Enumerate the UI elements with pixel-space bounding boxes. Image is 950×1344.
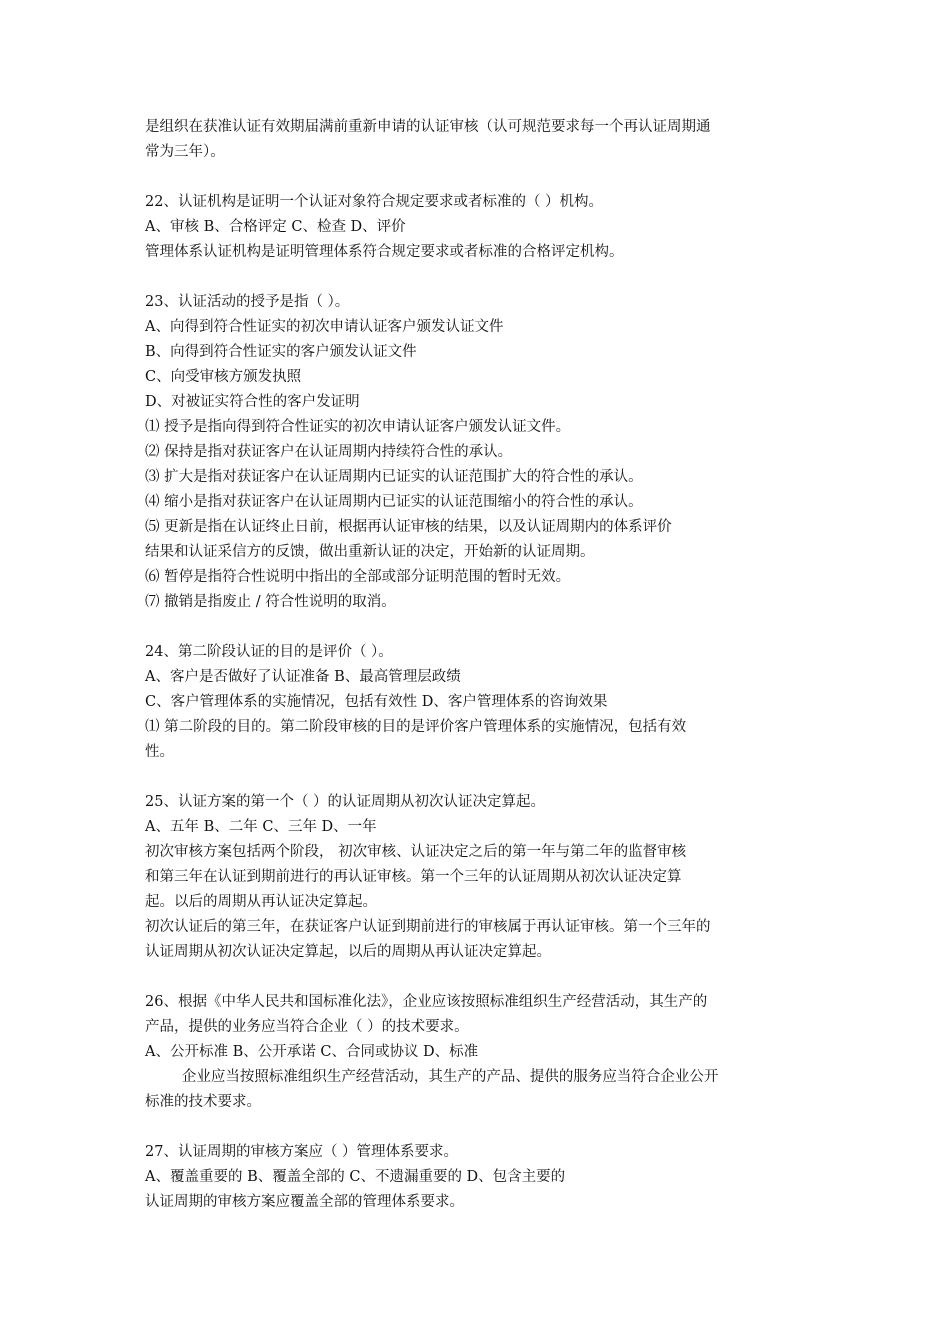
option-23-c: C、向受审核方颁发执照 [145,369,302,385]
options-24-ab: A、客户是否做好了认证准备 B、最高管理层政绩 [145,669,461,685]
option-23-d: D、对被证实符合性的客户发证明 [145,394,360,410]
question-25: 25、认证方案的第一个（ ）的认证周期从初次认证决定算起。 [145,794,546,810]
explanation-23-3: ⑶ 扩大是指对获证客户在认证周期内已证实的认证范围扩大的符合性的承认。 [145,469,643,485]
text-line: 是组织在获准认证有效期届满前重新申请的认证审核（认可规范要求每一个再认证周期通 [145,119,711,135]
question-27: 27、认证周期的审核方案应（ ）管理体系要求。 [145,1144,459,1160]
options-27: A、覆盖重要的 B、覆盖全部的 C、不遗漏重要的 D、包含主要的 [145,1169,566,1185]
question-23: 23、认证活动的授予是指（ ）。 [145,294,350,310]
options-24-cd: C、客户管理体系的实施情况，包括有效性 D、客户管理体系的咨询效果 [145,694,608,710]
question-26-cont: 产品，提供的业务应当符合企业（ ）的技术要求。 [145,1019,469,1035]
explanation-25-1: 初次审核方案包括两个阶段， 初次审核、认证决定之后的第一年与第二年的监督审核 [145,844,687,860]
explanation-22: 管理体系认证机构是证明管理体系符合规定要求或者标准的合格评定机构。 [145,244,624,260]
question-22: 22、认证机构是证明一个认证对象符合规定要求或者标准的（ ）机构。 [145,194,604,210]
explanation-25-5: 认证周期从初次认证决定算起，以后的周期从再认证决定算起。 [145,944,551,960]
explanation-27: 认证周期的审核方案应覆盖全部的管理体系要求。 [145,1194,464,1210]
options-22: A、审核 B、合格评定 C、检查 D、评价 [145,219,406,235]
explanation-25-3: 起。以后的周期从再认证决定算起。 [145,894,377,910]
options-26: A、公开标准 B、公开承诺 C、合同或协议 D、标准 [145,1044,479,1060]
explanation-23-1: ⑴ 授予是指向得到符合性证实的初次申请认证客户颁发认证文件。 [145,419,571,435]
explanation-26-cont: 标准的技术要求。 [145,1094,261,1110]
option-23-a: A、向得到符合性证实的初次申请认证客户颁发认证文件 [145,319,504,335]
options-25: A、五年 B、二年 C、三年 D、一年 [145,819,377,835]
explanation-23-7: ⑺ 撤销是指废止 / 符合性说明的取消。 [145,594,396,610]
explanation-23-4: ⑷ 缩小是指对获证客户在认证周期内已证实的认证范围缩小的符合性的承认。 [145,494,643,510]
explanation-23-5: ⑸ 更新是指在认证终止日前，根据再认证审核的结果，以及认证周期内的体系评价 [145,519,672,535]
text-line: 常为三年）。 [145,144,225,160]
explanation-23-5-cont: 结果和认证采信方的反馈，做出重新认证的决定，开始新的认证周期。 [145,544,595,560]
explanation-26: 企业应当按照标准组织生产经营活动，其生产的产品、提供的服务应当符合企业公开 [145,1069,719,1085]
explanation-25-4: 初次认证后的第三年，在获证客户认证到期前进行的审核属于再认证审核。第一个三年的 [145,919,711,935]
explanation-23-2: ⑵ 保持是指对获证客户在认证周期内持续符合性的承认。 [145,444,513,460]
question-26: 26、根据《中华人民共和国标准化法》，企业应该按照标准组织生产经营活动，其生产的 [145,994,708,1010]
explanation-24: ⑴ 第二阶段的目的。第二阶段审核的目的是评价客户管理体系的实施情况，包括有效 [145,719,687,735]
explanation-25-2: 和第三年在认证到期前进行的再认证审核。第一个三年的认证周期从初次认证决定算 [145,869,682,885]
explanation-24-cont: 性。 [145,744,174,760]
option-23-b: B、向得到符合性证实的客户颁发认证文件 [145,344,417,360]
explanation-23-6: ⑹ 暂停是指符合性说明中指出的全部或部分证明范围的暂时无效。 [145,569,571,585]
question-24: 24、第二阶段认证的目的是评价（ ）。 [145,644,393,660]
